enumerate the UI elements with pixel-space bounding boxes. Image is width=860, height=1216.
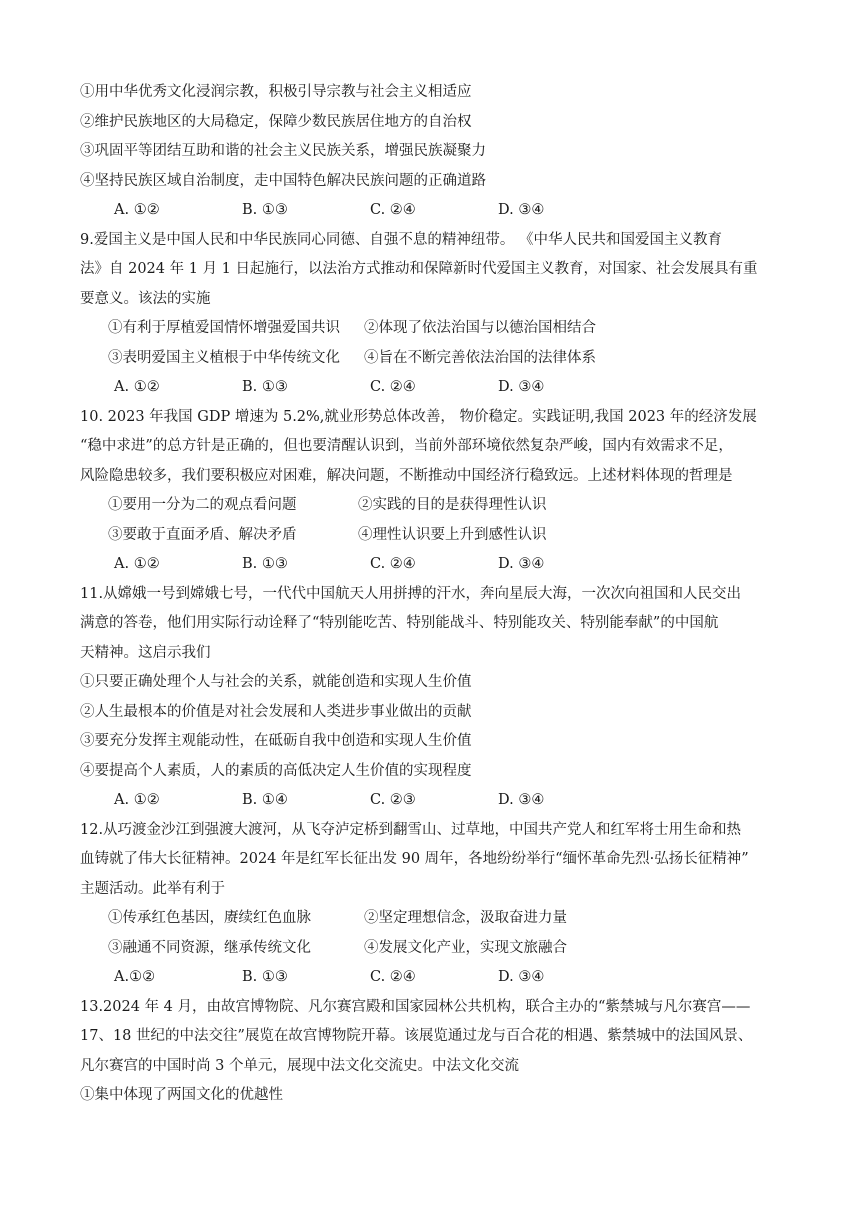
q8-option-b[interactable]: B. ①③ xyxy=(242,202,288,218)
q10-options xyxy=(80,550,780,580)
q10-statement-2: ②实践的目的是获得理性认识 xyxy=(358,497,547,513)
q10-stem-line-3: 风险隐患较多，我们要积极应对困难，解决问题，不断推动中国经济行稳致远。上述材料体现的哲理是 xyxy=(80,467,733,484)
q12-statement-row-2 xyxy=(80,934,780,964)
q8-statement-2: ②维护民族地区的大局稳定，保障少数民族居住地方的自治权 xyxy=(80,113,472,130)
q8-statement-3: ③巩固平等团结互助和谐的社会主义民族关系，增强民族凝聚力 xyxy=(80,143,486,159)
q12-stem-line-3: 主题活动。此举有利于 xyxy=(80,880,225,897)
q8-option-d[interactable]: D. ③④ xyxy=(498,202,545,218)
q11-stem-line-2: 满意的答卷，他们用实际行动诠释了“特别能吃苦、特别能战斗、特别能攻关、特别能奉献”的中国航 xyxy=(80,615,719,631)
q9-option-a[interactable]: A. ①② xyxy=(114,379,160,395)
q13-stem-line-2: 17、18 世纪的中法交往”展览在故宫博物院开幕。该展览通过龙与百合花的相遇、紫禁城中的法国风景、 xyxy=(80,1028,753,1044)
q11-option-d[interactable]: D. ③④ xyxy=(498,792,545,808)
q12-statement-3: ③融通不同资源，继承传统文化 xyxy=(108,939,311,956)
q12-statement-row-1 xyxy=(80,904,780,934)
q12-statement-4: ④发展文化产业，实现文旅融合 xyxy=(364,939,567,956)
q10-option-d[interactable]: D. ③④ xyxy=(498,556,545,572)
q12-option-c[interactable]: C. ②④ xyxy=(370,969,416,985)
q10-block xyxy=(80,403,780,580)
q10-statement-3: ③要敢于直面矛盾、解决矛盾 xyxy=(108,526,297,543)
q13-block xyxy=(80,993,780,1111)
q12-option-a[interactable]: A.①② xyxy=(114,969,156,985)
q10-statement-1: ①要用一分为二的观点看问题 xyxy=(108,497,297,513)
q11-statement-4: ④要提高个人素质，人的素质的高低决定人生价值的实现程度 xyxy=(80,762,472,779)
q12-statement-1: ①传承红色基因，赓续红色血脉 xyxy=(108,910,311,926)
q12-block xyxy=(80,816,780,993)
q12-option-b[interactable]: B. ①③ xyxy=(242,969,288,985)
q10-option-a[interactable]: A. ①② xyxy=(114,556,160,572)
q10-statement-row-1 xyxy=(80,491,780,521)
q9-statement-4: ④旨在不断完善依法治国的法律体系 xyxy=(364,349,596,366)
q8-statement-4: ④坚持民族区域自治制度，走中国特色解决民族问题的正确道路 xyxy=(80,172,486,189)
q9-statement-2: ②体现了依法治国与以德治国相结合 xyxy=(364,320,596,336)
q9-option-c[interactable]: C. ②④ xyxy=(370,379,416,395)
q10-stem-line-2: “稳中求进”的总方针是正确的，但也要清醒认识到，当前外部环境依然复杂严峻，国内有效需求不足， xyxy=(80,438,733,454)
q9-option-d[interactable]: D. ③④ xyxy=(498,379,545,395)
q11-stem-line-1: 11.从嫦娥一号到嫦娥七号，一代代中国航天人用拼搏的汗水，奔向星辰大海，一次次向祖国和人民交出 xyxy=(80,585,742,602)
q8-options xyxy=(80,196,780,226)
q11-statement-2: ②人生最根本的价值是对社会发展和人类进步事业做出的贡献 xyxy=(80,703,472,720)
q11-options xyxy=(80,786,780,816)
q11-block xyxy=(80,580,780,816)
q9-statement-1: ①有利于厚植爱国情怀增强爱国共识 xyxy=(108,320,340,336)
q8-option-a[interactable]: A. ①② xyxy=(114,202,160,218)
q9-stem-line-1: 9.爱国主义是中国人民和中华民族同心同德、自强不息的精神纽带。 《中华人民共和国爱国主义教育 xyxy=(80,231,722,248)
q12-stem-line-1: 12.从巧渡金沙江到强渡大渡河，从飞夺泸定桥到翻雪山、过草地，中国共产党人和红军将士用生命和热 xyxy=(80,821,742,838)
q8-block xyxy=(80,78,780,226)
q8-statement-1: ①用中华优秀文化浸润宗教，积极引导宗教与社会主义相适应 xyxy=(80,84,472,100)
q9-options xyxy=(80,373,780,403)
q11-statement-3: ③要充分发挥主观能动性，在砥砺自我中创造和实现人生价值 xyxy=(80,733,472,749)
q13-stem-line-1: 13.2024 年 4 月，由故宫博物院、凡尔赛宫殿和国家园林公共机构，联合主办的“紫禁城与凡尔赛宫—— xyxy=(80,998,751,1015)
q10-option-b[interactable]: B. ①③ xyxy=(242,556,288,572)
q9-statement-row-2 xyxy=(80,344,780,374)
q13-statement-1: ①集中体现了两国文化的优越性 xyxy=(80,1087,283,1103)
q8-option-c[interactable]: C. ②④ xyxy=(370,202,416,218)
q11-statement-1: ①只要正确处理个人与社会的关系，就能创造和实现人生价值 xyxy=(80,674,472,690)
q11-stem-line-3: 天精神。这启示我们 xyxy=(80,644,211,661)
q10-option-c[interactable]: C. ②④ xyxy=(370,556,416,572)
q12-stem-line-2: 血铸就了伟大长征精神。2024 年是红军长征出发 90 周年，各地纷纷举行“缅怀革命先烈·弘扬长征精神” xyxy=(80,851,749,867)
q11-option-b[interactable]: B. ①④ xyxy=(242,792,288,808)
q12-option-d[interactable]: D. ③④ xyxy=(498,969,545,985)
q11-option-a[interactable]: A. ①② xyxy=(114,792,160,808)
q9-stem-line-3: 要意义。该法的实施 xyxy=(80,290,211,307)
q9-stem-line-2: 法》自 2024 年 1 月 1 日起施行，以法治方式推动和保障新时代爱国主义教育，对国家、社会发展具有重 xyxy=(80,261,758,277)
q9-statement-3: ③表明爱国主义植根于中华传统文化 xyxy=(108,349,340,366)
q11-option-c[interactable]: C. ②③ xyxy=(370,792,416,808)
q12-statement-2: ②坚定理想信念，汲取奋进力量 xyxy=(364,910,567,926)
q13-stem-line-3: 凡尔赛宫的中国时尚 3 个单元，展现中法文化交流史。中法文化交流 xyxy=(80,1057,519,1074)
q10-statement-row-2 xyxy=(80,521,780,551)
q12-options xyxy=(80,963,780,993)
q9-statement-row-1 xyxy=(80,314,780,344)
q9-option-b[interactable]: B. ①③ xyxy=(242,379,288,395)
q10-stem-line-1: 10. 2023 年我国 GDP 增速为 5.2%,就业形势总体改善， 物价稳定。实践证明,我国 2023 年的经济发展 xyxy=(80,408,757,425)
q10-statement-4: ④理性认识要上升到感性认识 xyxy=(358,526,547,543)
q9-block xyxy=(80,226,780,403)
